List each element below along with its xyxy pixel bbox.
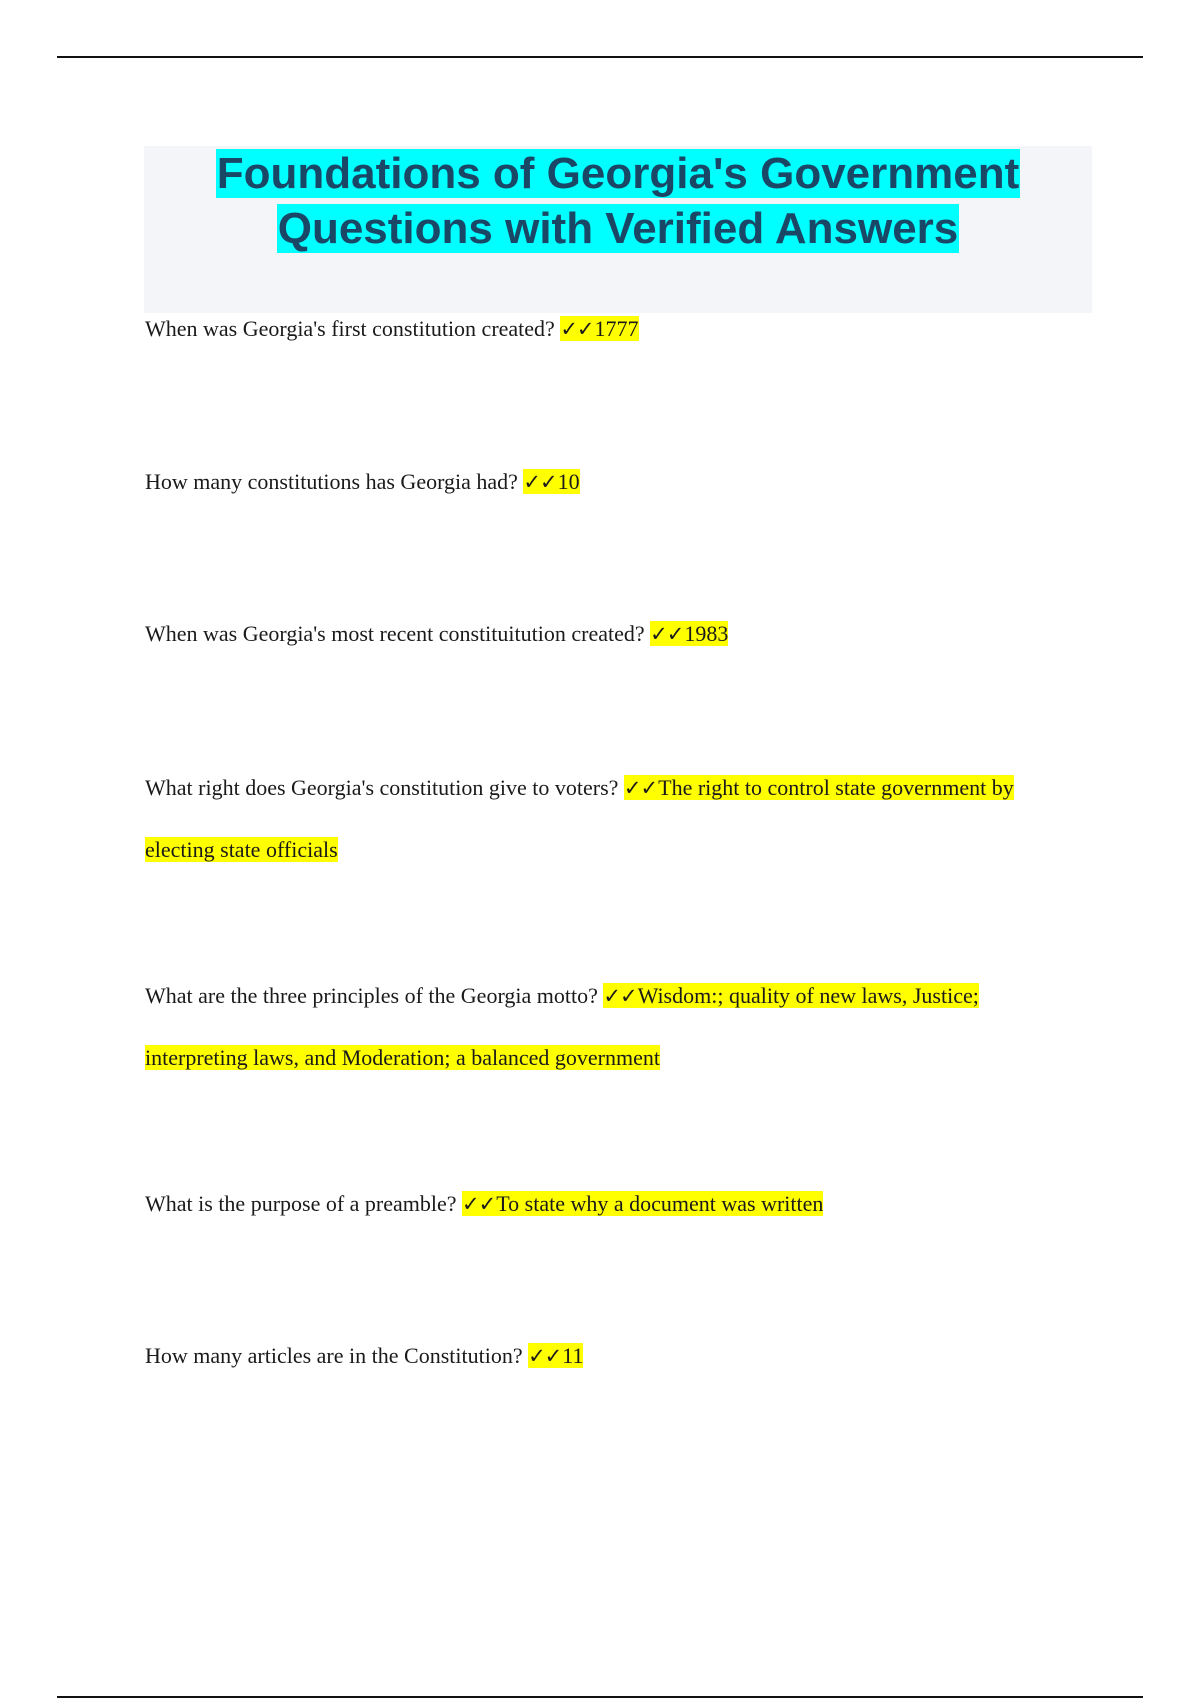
answer-text: The right to control state government by electing state officials	[145, 775, 1014, 862]
question-text: What are the three principles of the Georgia motto?	[145, 983, 598, 1008]
answer-highlight	[650, 621, 728, 646]
answer-highlight	[560, 316, 638, 341]
answer-text: 10	[557, 469, 580, 494]
answer-text: 1777	[594, 316, 639, 341]
qa-item	[145, 603, 1085, 665]
bottom-rule	[57, 1696, 1143, 1698]
qa-item	[145, 298, 1085, 360]
qa-item	[145, 451, 1085, 513]
double-check-icon: ✓✓	[603, 984, 637, 1008]
question-text: When was Georgia's most recent constituitution created?	[145, 621, 645, 646]
title-line-2: Questions with Verified Answers	[277, 204, 959, 253]
question-text: When was Georgia's first constitution created?	[145, 316, 555, 341]
answer-text: Wisdom:; quality of new laws, Justice; interpreting laws, and Moderation; a balanced government	[145, 983, 979, 1070]
answer-text: 11	[562, 1343, 584, 1368]
answer-highlight	[528, 1343, 583, 1368]
title-line-1: Foundations of Georgia's Government	[216, 149, 1020, 198]
double-check-icon: ✓✓	[528, 1344, 562, 1368]
double-check-icon: ✓✓	[560, 317, 594, 341]
top-rule	[57, 56, 1143, 58]
double-check-icon: ✓✓	[462, 1192, 496, 1216]
question-text: What is the purpose of a preamble?	[145, 1191, 457, 1216]
answer-highlight	[462, 1191, 823, 1216]
qa-item	[145, 965, 1085, 1088]
qa-item	[145, 757, 1085, 880]
qa-item	[145, 1325, 1085, 1387]
question-text: How many constitutions has Georgia had?	[145, 469, 518, 494]
double-check-icon: ✓✓	[623, 776, 658, 800]
question-text: How many articles are in the Constitution?	[145, 1343, 523, 1368]
double-check-icon: ✓✓	[523, 470, 557, 494]
question-text: What right does Georgia's constitution give to voters?	[145, 775, 619, 800]
qa-item	[145, 1173, 1085, 1235]
page-title	[144, 146, 1092, 256]
answer-text: 1983	[684, 621, 729, 646]
answer-highlight	[523, 469, 579, 494]
double-check-icon: ✓✓	[650, 622, 684, 646]
answer-text: To state why a document was written	[496, 1191, 824, 1216]
